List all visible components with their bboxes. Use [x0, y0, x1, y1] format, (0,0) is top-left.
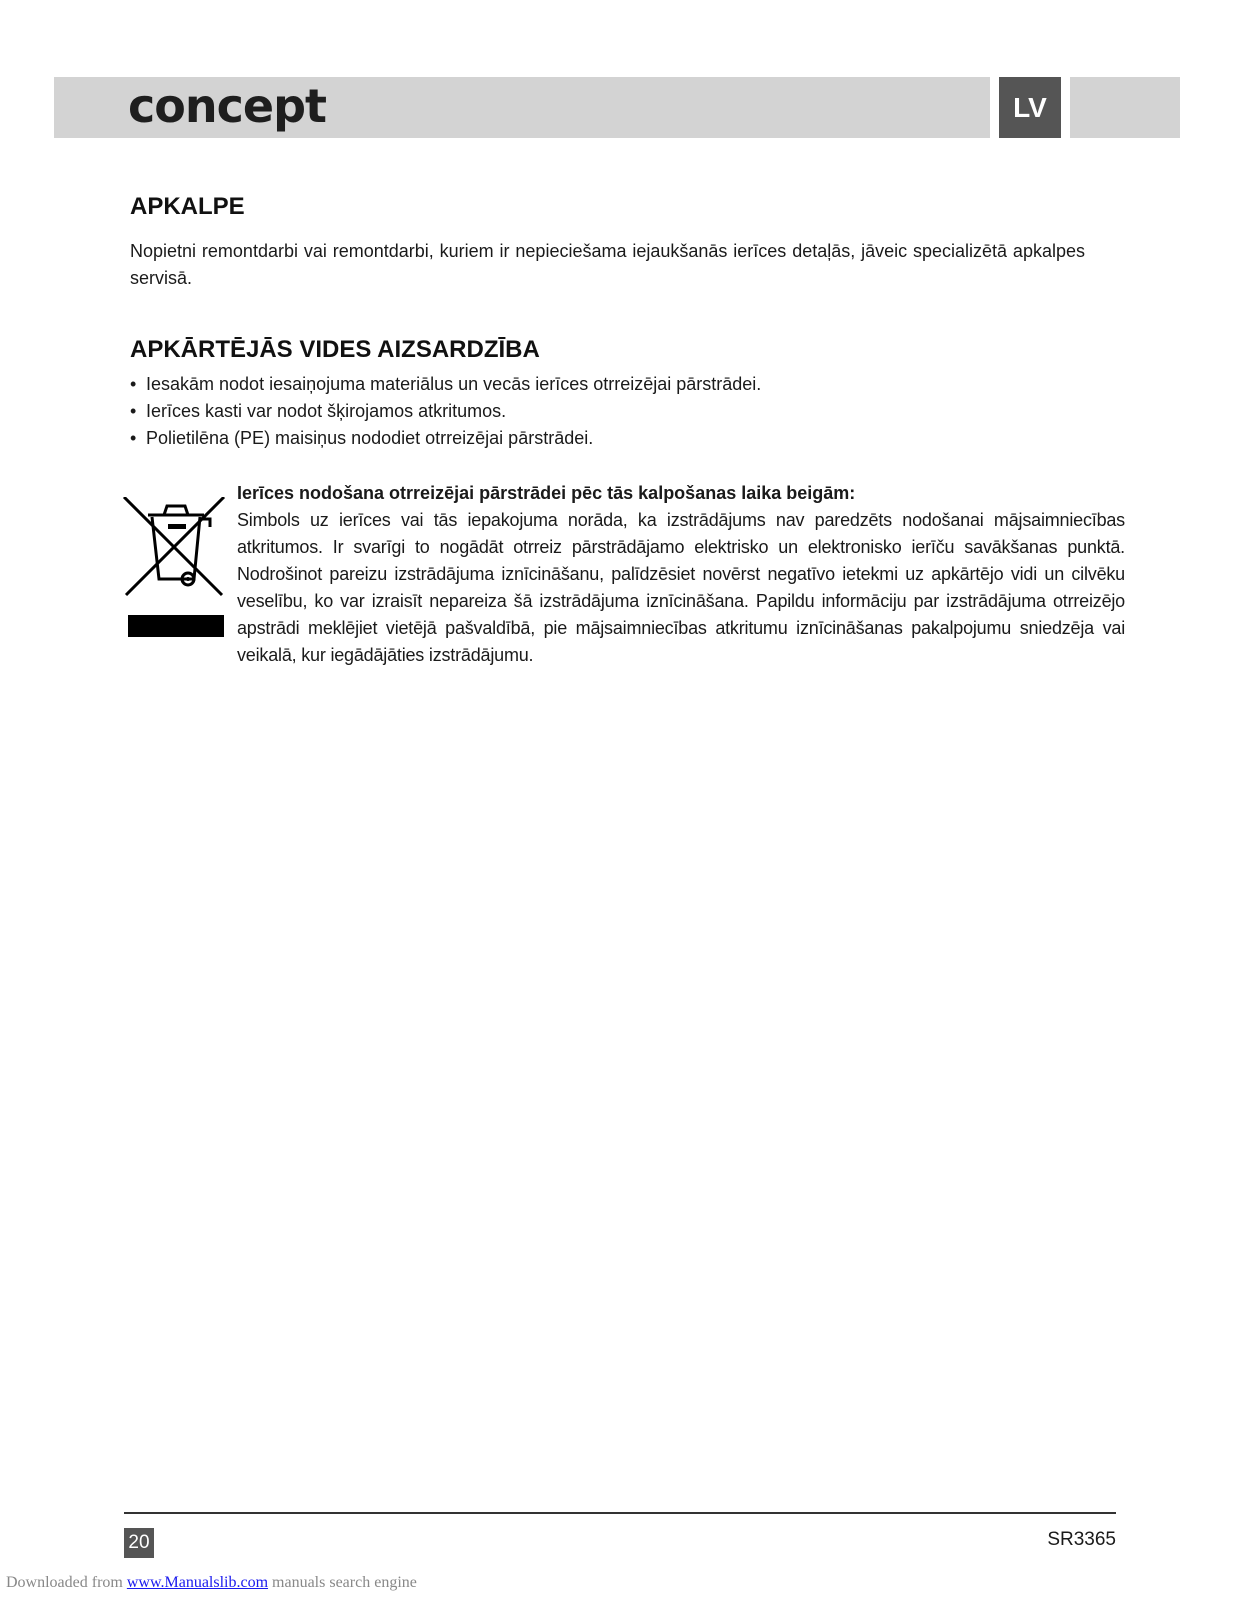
crossed-out-wheelie-bin-icon [122, 497, 228, 647]
bullet-icon: • [130, 401, 137, 421]
page-number: 20 [124, 1528, 154, 1558]
list-item: • Ierīces kasti var nodot šķirojamos atkritumos. [130, 398, 761, 425]
service-heading: APKALPE [130, 193, 245, 220]
download-note: Downloaded from www.Manualslib.com manuals search engine [6, 1574, 417, 1591]
weee-text: Simbols uz ierīces vai tās iepakojuma norāda, ka izstrādājums nav paredzēts nodošanai mājsaimniecības atkritumos. Ir svarīgi to nogādāt otrreiz pārstrādājamo elektrisko un elektronisko ierīču savākšanas punktā. Nodrošinot pareizu izstrādājuma iznīcināšanu, palīdzēsiet novērst negatīvo ietekmi uz apkārtējo vidi un cilvēku veselību, ko var izraisīt nepareiza šā izstrādājuma iznīcināšana. Papildu informāciju par izstrādājuma otrreizējo apstrādi meklējiet vietējā pašvaldībā, pie mājsaimniecības atkritumu iznīcināšanas pakalpojumu sniedzēja vai veikalā, kur iegādājāties izstrādājumu. [237, 510, 1125, 665]
header-divider [990, 77, 999, 138]
environment-list [130, 371, 761, 452]
list-item: • Polietilēna (PE) maisiņus nododiet otrreizējai pārstrādei. [130, 425, 761, 452]
list-item: • Iesakām nodot iesaiņojuma materiālus un vecās ierīces otrreizējai pārstrādei. [130, 371, 761, 398]
environment-heading: APKĀRTĒJĀS VIDES AIZSARDZĪBA [130, 336, 540, 363]
header-divider [1061, 77, 1070, 138]
model-number: SR3365 [1047, 1529, 1116, 1550]
manualslib-link[interactable]: www.Manualslib.com [126, 1574, 269, 1591]
brand-logo: concept [128, 79, 327, 133]
footer-divider [124, 1512, 1116, 1514]
bullet-icon: • [130, 428, 137, 448]
service-text: Nopietni remontdarbi vai remontdarbi, kuriem ir nepieciešama iejaukšanās ierīces detaļās, jāveic specializētā apkalpes servisā. [130, 241, 1085, 288]
language-badge: LV [999, 77, 1061, 138]
weee-title: Ierīces nodošana otrreizējai pārstrādei pēc tās kalpošanas laika beigām: [237, 483, 856, 503]
bullet-icon: • [130, 374, 137, 394]
